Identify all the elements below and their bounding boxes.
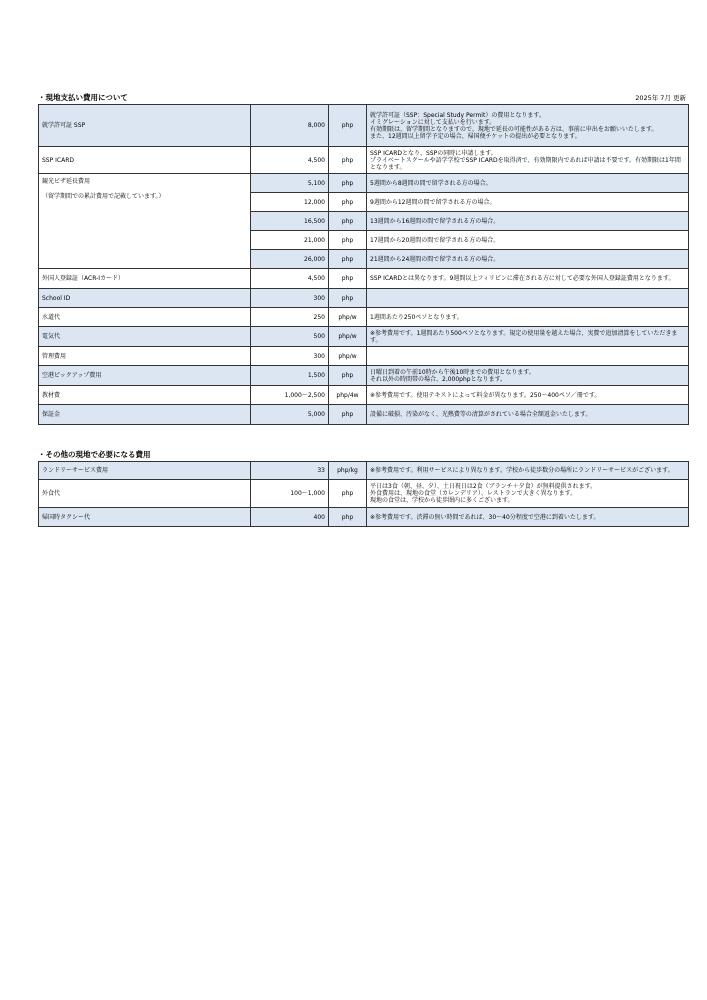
row-amount: 5,100 xyxy=(251,174,329,193)
row-item: 就学許可証 SSP xyxy=(39,105,251,147)
row-item: 外食代 xyxy=(39,480,251,508)
row-amount: 400 xyxy=(251,508,329,527)
row-item: 管理費用 xyxy=(39,347,251,366)
row-note: ※参考費用です。1週間あたり500ペソとなります。規定の使用量を越えた場合、実費で追加清算をしていただきます。 xyxy=(367,327,689,347)
row-item: School ID xyxy=(39,289,251,308)
table-row xyxy=(39,269,689,289)
row-unit: php xyxy=(329,212,367,231)
row-unit: php xyxy=(329,269,367,289)
row-note xyxy=(367,289,689,308)
row-unit: php/4w xyxy=(329,386,367,405)
row-amount: 250 xyxy=(251,308,329,327)
row-item: 帰国時タクシー代 xyxy=(39,508,251,527)
row-amount: 1,500 xyxy=(251,366,329,386)
row-amount: 500 xyxy=(251,327,329,347)
row-note: ※参考費用です。渋滞の無い時間であれば、30～40分程度で空港に到着いたします。 xyxy=(367,508,689,527)
row-unit: php xyxy=(329,231,367,250)
local-fees-table xyxy=(38,104,689,425)
row-amount: 26,000 xyxy=(251,250,329,269)
row-note: 9週間から12週間の間で留学される方の場合。 xyxy=(367,193,689,212)
row-item xyxy=(39,174,251,269)
row-amount: 4,500 xyxy=(251,147,329,174)
row-amount: 300 xyxy=(251,347,329,366)
row-unit: php/w xyxy=(329,308,367,327)
table-row xyxy=(39,327,689,347)
table-row xyxy=(39,308,689,327)
row-item: 水道代 xyxy=(39,308,251,327)
row-unit: php xyxy=(329,289,367,308)
row-unit: php xyxy=(329,366,367,386)
visa-extension-sub: （留学期間での累計費用で記載しています。） xyxy=(42,193,165,200)
row-unit: php xyxy=(329,480,367,508)
row-amount: 100～1,000 xyxy=(251,480,329,508)
row-unit: php xyxy=(329,147,367,174)
row-amount: 12,000 xyxy=(251,193,329,212)
row-note: 13週間から16週間の間で留学される方の場合。 xyxy=(367,212,689,231)
table-row xyxy=(39,462,689,480)
table-row xyxy=(39,480,689,508)
row-note: 設備に破損、汚染がなく、光熱費等の清算がされている場合全額返金いたします。 xyxy=(367,405,689,425)
row-unit: php xyxy=(329,105,367,147)
row-amount: 8,000 xyxy=(251,105,329,147)
row-unit: php/w xyxy=(329,347,367,366)
row-note: ※参考費用です。使用テキストによって料金が異なります。250～400ペソ／冊です。 xyxy=(367,386,689,405)
table-row xyxy=(39,508,689,527)
table-row xyxy=(39,366,689,386)
row-note: 平日は3食（朝、昼、夕）、土日祝日は2食（ブランチ＋夕食）が無料提供されます。 外食費用は、現地の食堂（カレンデリア）、レストランで大きく異なります。 現地の食堂は、学校から徒歩圏内に多くございます。 xyxy=(367,480,689,508)
row-unit: php xyxy=(329,250,367,269)
row-unit: php xyxy=(329,405,367,425)
row-note: 21週間から24週間の間で留学される方の場合。 xyxy=(367,250,689,269)
row-note xyxy=(367,347,689,366)
section2-title: ・その他の現地で必要になる費用 xyxy=(38,450,151,459)
row-amount: 16,500 xyxy=(251,212,329,231)
row-amount: 300 xyxy=(251,289,329,308)
row-unit: php/kg xyxy=(329,462,367,480)
row-item: 電気代 xyxy=(39,327,251,347)
table-row xyxy=(39,386,689,405)
row-item: 教材費 xyxy=(39,386,251,405)
table-row xyxy=(39,405,689,425)
row-item: 外国人登録証（ACR-Iカード） xyxy=(39,269,251,289)
row-note: 17週間から20週間の間で留学される方の場合。 xyxy=(367,231,689,250)
row-amount: 33 xyxy=(251,462,329,480)
table-row xyxy=(39,347,689,366)
other-fees-table xyxy=(38,461,689,527)
row-amount: 21,000 xyxy=(251,231,329,250)
row-unit: php/w xyxy=(329,327,367,347)
section1-header xyxy=(38,92,688,104)
row-amount: 1,000～2,500 xyxy=(251,386,329,405)
fee-sheet xyxy=(38,92,688,527)
row-item: ランドリーサービス費用 xyxy=(39,462,251,480)
row-note: SSP ICARDとなり、SSPの同時に申請します。 プライベートスクールや語学学校でSSP ICARDを取得済で、有効期限内であれば申請は不要です。有効期限は1年間となります。 xyxy=(367,147,689,174)
table-row xyxy=(39,105,689,147)
row-item: 保証金 xyxy=(39,405,251,425)
updated-date: 2025年 7月 更新 xyxy=(635,94,686,102)
row-note: ※参考費用です。利用サービスにより異なります。学校から徒歩数分の場所にランドリーサービスがございます。 xyxy=(367,462,689,480)
row-note: 就学許可証（SSP：Special Study Permit）の費用となります。 イミグレーションに対して支払いを行います。 有効期限は、留学期間となりますので、現地で延長の可能性がある方は、事前に申出をお願いいたします。 また、12週間以上留学予定の場合、帰国便チケットの提出が必要となります。 xyxy=(367,105,689,147)
row-unit: php xyxy=(329,508,367,527)
row-item: SSP ICARD xyxy=(39,147,251,174)
row-amount: 5,000 xyxy=(251,405,329,425)
section2-header xyxy=(38,449,688,461)
section1-title: ・現地支払い費用について xyxy=(38,93,128,102)
row-note: 日曜日到着の午前10時から午後10時までの費用となります。 それ以外の時間帯の場合、2,000phpとなります。 xyxy=(367,366,689,386)
row-item: 空港ピックアップ費用 xyxy=(39,366,251,386)
section-gap xyxy=(38,425,688,449)
row-note: SSP ICARDとは異なります。9週間以上フィリピンに滞在される方に対して必要な外国人登録証費用となります。 xyxy=(367,269,689,289)
row-amount: 4,500 xyxy=(251,269,329,289)
row-unit: php xyxy=(329,174,367,193)
row-note: 5週間から8週間の間で留学される方の場合。 xyxy=(367,174,689,193)
visa-extension-label: 観光ビザ延長費用 xyxy=(42,178,91,185)
row-unit: php xyxy=(329,193,367,212)
table-row xyxy=(39,174,689,193)
table-row xyxy=(39,289,689,308)
row-note: 1週間あたり250ペソとなります。 xyxy=(367,308,689,327)
table-row xyxy=(39,147,689,174)
